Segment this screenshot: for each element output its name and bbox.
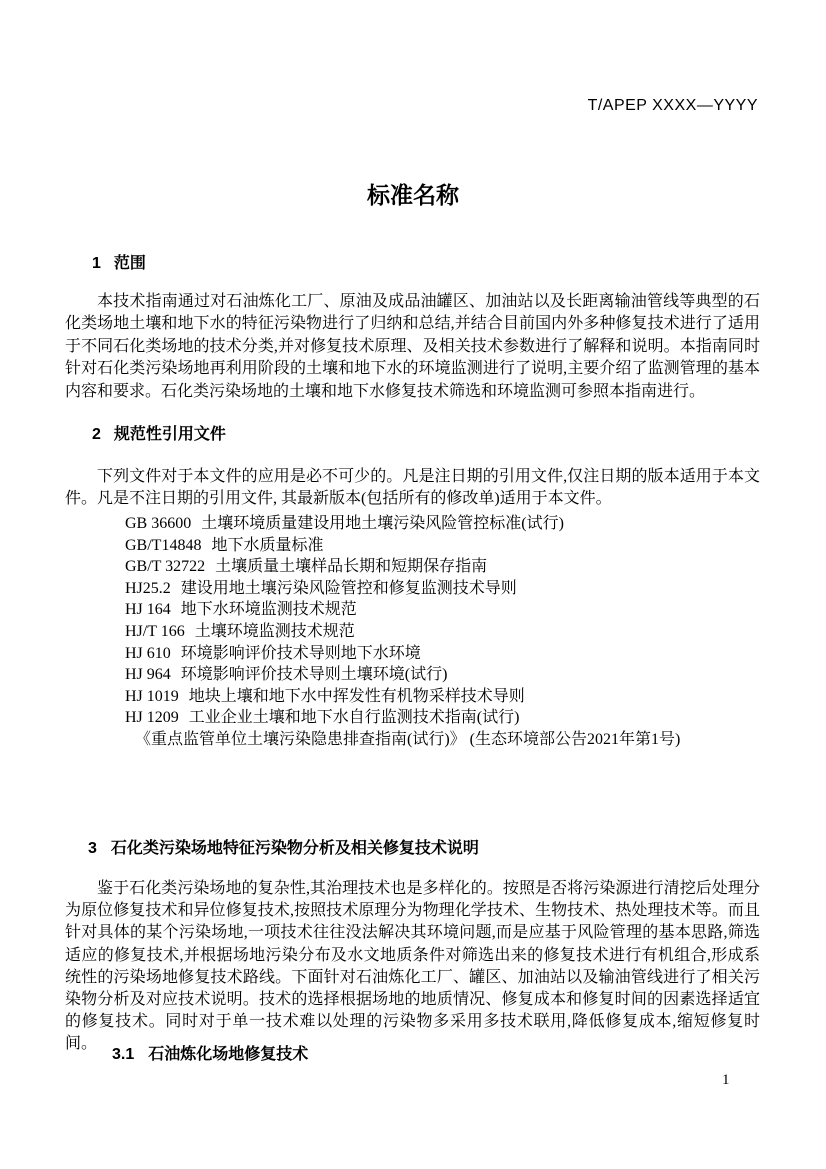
reference-code: HJ 1209	[125, 709, 179, 727]
reference-item	[65, 599, 760, 621]
section-2-label: 规范性引用文件	[113, 426, 226, 443]
normative-references-list	[65, 513, 760, 751]
reference-code: GB/T14848	[125, 536, 202, 554]
reference-item	[65, 643, 760, 665]
reference-item	[65, 556, 760, 578]
section-3-label: 石化类污染场地特征污染物分析及相关修复技术说明	[110, 840, 479, 857]
section-3-1-label: 石油炼化场地修复技术	[148, 1046, 309, 1063]
reference-code: HJ25.2	[125, 579, 171, 597]
reference-code: HJ 610	[125, 644, 171, 662]
section-2-paragraph: 下列文件对于本文件的应用是必不可少的。凡是注日期的引用文件,仅注日期的版本适用于本文件。凡是不注日期的引用文件, 其最新版本(包括所有的修改单)适用于本文件。	[65, 468, 760, 508]
reference-title: 地下水环境监测技术规范	[180, 601, 357, 619]
reference-item	[65, 621, 760, 643]
reference-code: HJ 164	[125, 601, 171, 619]
reference-code: HJ 964	[125, 666, 171, 684]
section-2-number: 2	[92, 426, 101, 443]
reference-title: 土壤环境质量建设用地土壤污染风险管控标准(试行)	[201, 515, 564, 532]
section-1-heading	[92, 250, 146, 273]
reference-title: 环境影响评价技术导则土壤环境(试行)	[180, 666, 448, 684]
reference-title: 工业企业土壤和地下水自行监测技术指南(试行)	[188, 709, 520, 727]
reference-item	[65, 686, 760, 708]
reference-code: HJ 1019	[125, 687, 179, 705]
reference-code: HJ/T 166	[125, 622, 185, 640]
reference-title: 土壤质量土壤样品长期和短期保存指南	[215, 558, 488, 576]
section-3-heading	[88, 835, 479, 858]
page-number: 1	[722, 1072, 730, 1088]
section-3-1-number: 3.1	[112, 1046, 135, 1063]
reference-title: 土壤环境监测技术规范	[194, 622, 355, 640]
section-3-1-heading	[112, 1041, 308, 1064]
reference-item	[65, 664, 760, 686]
reference-item	[65, 513, 760, 535]
section-1-paragraph: 本技术指南通过对石油炼化工厂、原油及成品油罐区、加油站以及长距离输油管线等典型的石化类场地土壤和地下水的特征污染物进行了归纳和总结,并结合目前国内外多种修复技术进行了适用于不同石化类场地的技术分类,并对修复技术原理、及相关技术参数进行了解释和说明。本指南同时针对石化类污染场地再利用阶段的土壤和地下水的环境监测进行了说明,主要介绍了监测管理的基本内容和要求。石化类污染场地的土壤和地下水修复技术筛选和环境监测可参照本指南进行。	[65, 293, 760, 400]
section-1-label: 范围	[113, 255, 146, 272]
section-3-paragraph: 鉴于石化类污染场地的复杂性,其治理技术也是多样化的。按照是否将污染源进行清挖后处理分为原位修复技术和异位修复技术,按照技术原理分为物理化学技术、生物技术、热处理技术等。而且针对具体的某个污染场地,一项技术往往没法解决其环境问题,而是应基于风险管理的基本思路,筛选适应的修复技术,并根据场地污染分布及水文地质条件对筛选出来的修复技术进行有机组合,形成系统性的污染场地修复技术路线。下面针对石油炼化工厂、罐区、加油站以及输油管线进行了相关污染物分析及对应技术说明。技术的选择根据场地的地质情况、修复成本和修复时间的因素选择适宜的修复技术。同时对于单一技术难以处理的污染物多采用多技术联用,降低修复成本,缩短修复时间。	[65, 880, 760, 1053]
reference-title: 《重点监管单位土壤污染隐患排查指南(试行)》 (生态环境部公告2021年第1号)	[135, 730, 681, 748]
section-1-number: 1	[92, 255, 101, 272]
reference-item	[65, 535, 760, 557]
reference-title: 地块上壤和地下水中挥发性有机物采样技术导则	[188, 687, 525, 705]
reference-title: 环境影响评价技术导则地下水环境	[180, 644, 421, 662]
document-title: 标准名称	[367, 182, 459, 208]
document-code-header: T/APEP XXXX—YYYY	[587, 97, 758, 114]
reference-code: GB/T 32722	[125, 558, 206, 576]
reference-title: 地下水质量标准	[211, 536, 324, 554]
section-2-heading	[92, 421, 226, 444]
section-3-number: 3	[88, 840, 97, 857]
reference-title: 建设用地土壤污染风险管控和修复监测技术导则	[180, 579, 517, 597]
reference-item	[65, 578, 760, 600]
reference-code: GB 36600	[125, 515, 192, 532]
reference-item	[65, 729, 760, 751]
reference-item	[65, 707, 760, 729]
